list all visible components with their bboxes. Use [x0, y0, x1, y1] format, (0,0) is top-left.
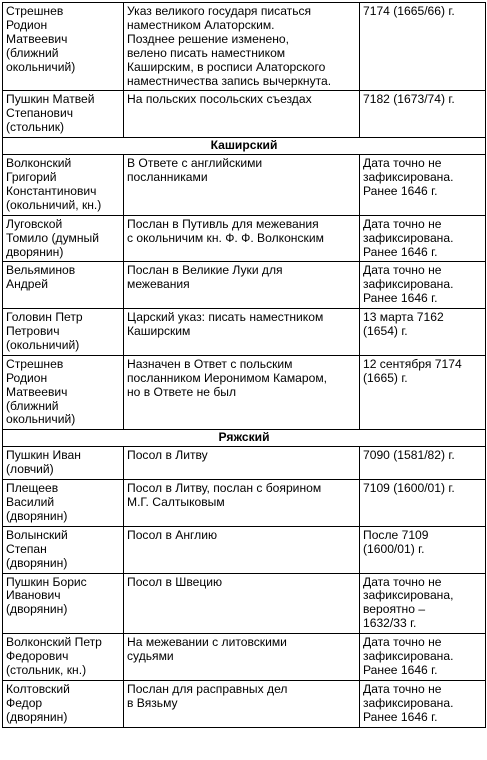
table-row — [3, 262, 486, 309]
event-cell: Послан для расправных дел в Вязьму — [124, 680, 360, 727]
table-row — [3, 355, 486, 430]
table-row — [3, 447, 486, 480]
table-row — [3, 155, 486, 216]
date-cell: 7109 (1600/01) г. — [360, 480, 486, 527]
event-cell: Послан в Великие Луки для межевания — [124, 262, 360, 309]
person-cell: Плещеев Василий (дворянин) — [3, 480, 124, 527]
person-cell: Головин Петр Петрович (окольничий) — [3, 309, 124, 356]
date-cell: Дата точно не зафиксирована. Ранее 1646 г. — [360, 155, 486, 216]
person-cell: Луговской Томило (думный дворянин) — [3, 215, 124, 262]
section-title: Каширский — [3, 138, 486, 155]
event-cell: Посол в Англию — [124, 526, 360, 573]
person-cell: Вельяминов Андрей — [3, 262, 124, 309]
person-cell: Пушкин Матвей Степанович (стольник) — [3, 91, 124, 138]
event-cell: В Ответе с английскими посланниками — [124, 155, 360, 216]
table-row — [3, 215, 486, 262]
table-row — [3, 573, 486, 634]
event-cell: Посол в Литву, послан с боярином М.Г. Салтыковым — [124, 480, 360, 527]
table-row — [3, 480, 486, 527]
event-cell: На межевании с литовскими судьями — [124, 634, 360, 681]
person-cell: Колтовский Федор (дворянин) — [3, 680, 124, 727]
person-cell: Волконский Григорий Константинович (окольничий, кн.) — [3, 155, 124, 216]
event-cell: Посол в Швецию — [124, 573, 360, 634]
person-cell: Стрешнев Родион Матвеевич (ближний окольничий) — [3, 355, 124, 430]
section-title: Ряжский — [3, 430, 486, 447]
table-row — [3, 91, 486, 138]
event-cell: Указ великого государя писаться наместником Алаторским. Позднее решение изменено, велено писать наместником Каширским, в росписи Алаторского наместничества запись вычеркнута. — [124, 3, 360, 91]
person-cell: Волынский Степан (дворянин) — [3, 526, 124, 573]
date-cell: Дата точно не зафиксирована. Ранее 1646 г. — [360, 262, 486, 309]
event-cell: Посол в Литву — [124, 447, 360, 480]
date-cell: Дата точно не зафиксирована, вероятно – 1632/33 г. — [360, 573, 486, 634]
date-cell: 7174 (1665/66) г. — [360, 3, 486, 91]
date-cell: 12 сентября 7174 (1665) г. — [360, 355, 486, 430]
event-cell: Послан в Путивль для межевания с окольничим кн. Ф. Ф. Волконским — [124, 215, 360, 262]
date-cell: 7090 (1581/82) г. — [360, 447, 486, 480]
table-row — [3, 309, 486, 356]
table-row — [3, 634, 486, 681]
section-row — [3, 430, 486, 447]
date-cell: 7182 (1673/74) г. — [360, 91, 486, 138]
date-cell: После 7109 (1600/01) г. — [360, 526, 486, 573]
event-cell: Царский указ: писать наместником Каширским — [124, 309, 360, 356]
person-cell: Пушкин Иван (ловчий) — [3, 447, 124, 480]
person-cell: Пушкин Борис Иванович (дворянин) — [3, 573, 124, 634]
person-cell: Волконский Петр Федорович (стольник, кн.) — [3, 634, 124, 681]
event-cell: На польских посольских съездах — [124, 91, 360, 138]
date-cell: Дата точно не зафиксирована. Ранее 1646 г. — [360, 634, 486, 681]
appointments-table — [2, 2, 486, 728]
date-cell: Дата точно не зафиксирована. Ранее 1646 г. — [360, 680, 486, 727]
person-cell: Стрешнев Родион Матвеевич (ближний окольничий) — [3, 3, 124, 91]
table-row — [3, 680, 486, 727]
section-row — [3, 138, 486, 155]
event-cell: Назначен в Ответ с польским посланником Иеронимом Камаром, но в Ответе не был — [124, 355, 360, 430]
date-cell: Дата точно не зафиксирована. Ранее 1646 г. — [360, 215, 486, 262]
date-cell: 13 марта 7162 (1654) г. — [360, 309, 486, 356]
table-row — [3, 3, 486, 91]
table-row — [3, 526, 486, 573]
